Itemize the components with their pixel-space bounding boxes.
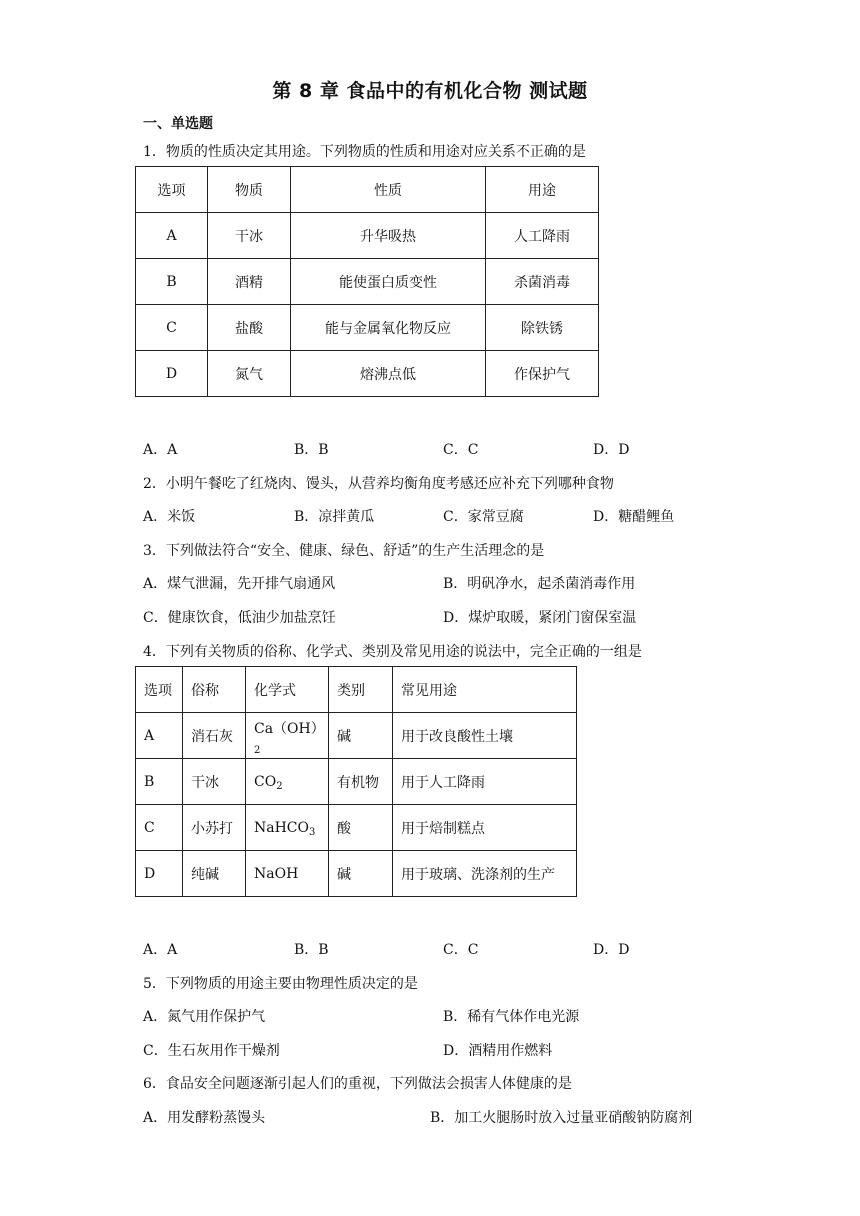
formula-subscript: 2	[276, 780, 283, 792]
table-cell: 能与金属氧化物反应	[291, 305, 486, 351]
formula-subscript: 3	[309, 826, 316, 838]
q5-option-b: B．稀有气体作电光源	[443, 1009, 580, 1025]
q2-option-c: C．家常豆腐	[443, 509, 524, 525]
q4-option-d: D．D	[593, 942, 630, 958]
header-cell: 选项	[136, 167, 208, 213]
formula-cell	[246, 759, 329, 805]
table-row	[136, 351, 599, 397]
table-cell: 氮气	[208, 351, 291, 397]
q1-option-c: C．C	[443, 442, 479, 458]
table-cell: B	[136, 259, 208, 305]
q1-table	[135, 166, 599, 397]
q3-option-a: A．煤气泄漏，先开排气扇通风	[143, 576, 336, 592]
header-cell: 物质	[208, 167, 291, 213]
q6-option-b: B．加工火腿肠时放入过量亚硝酸钠防腐剂	[430, 1110, 693, 1126]
table-row	[136, 305, 599, 351]
table-cell: D	[136, 351, 208, 397]
q1-option-d: D．D	[593, 442, 630, 458]
header-cell: 俗称	[183, 667, 246, 713]
formula-subscript: 2	[254, 744, 261, 756]
q5-option-d: D．酒精用作燃料	[443, 1043, 553, 1059]
q5-stem: 5．下列物质的用途主要由物理性质决定的是	[143, 976, 418, 992]
formula-main: CO	[254, 773, 277, 790]
q4-stem: 4．下列有关物质的俗称、化学式、类别及常见用途的说法中，完全正确的一组是	[143, 644, 642, 660]
table-cell: 用于改良酸性土壤	[393, 713, 577, 759]
table-cell: 能使蛋白质变性	[291, 259, 486, 305]
header-cell: 类别	[329, 667, 393, 713]
formula-main: NaHCO	[254, 819, 309, 836]
table-cell: 酒精	[208, 259, 291, 305]
table-cell: 用于人工降雨	[393, 759, 577, 805]
table-cell: 人工降雨	[486, 213, 599, 259]
header-cell: 用途	[486, 167, 599, 213]
table-cell: D	[136, 851, 183, 897]
q3-stem: 3．下列做法符合“安全、健康、绿色、舒适”的生产生活理念的是	[143, 543, 545, 559]
q6-stem: 6．食品安全问题逐渐引起人们的重视，下列做法会损害人体健康的是	[143, 1076, 572, 1092]
table-row	[136, 213, 599, 259]
q1-stem: 1．物质的性质决定其用途。下列物质的性质和用途对应关系不正确的是	[143, 144, 586, 160]
q4-table	[135, 666, 577, 897]
q4-option-b: B．B	[294, 942, 329, 958]
page-title: 第 8 章 食品中的有机化合物 测试题	[272, 80, 588, 102]
table-cell: 有机物	[329, 759, 393, 805]
q6-option-a: A．用发酵粉蒸馒头	[143, 1110, 266, 1126]
table-cell: 纯碱	[183, 851, 246, 897]
table-cell: 除铁锈	[486, 305, 599, 351]
table-cell: A	[136, 713, 183, 759]
table-cell: 杀菌消毒	[486, 259, 599, 305]
table-cell: 酸	[329, 805, 393, 851]
table-cell: C	[136, 305, 208, 351]
table-header-row	[136, 667, 577, 713]
q4-option-a: A．A	[143, 942, 178, 958]
section-heading: 一、单选题	[143, 116, 213, 132]
table-cell: 干冰	[208, 213, 291, 259]
table-row	[136, 259, 599, 305]
q1-option-a: A．A	[143, 442, 178, 458]
formula-cell	[246, 805, 329, 851]
table-row	[136, 713, 577, 759]
table-cell: C	[136, 805, 183, 851]
table-row	[136, 805, 577, 851]
table-cell: 盐酸	[208, 305, 291, 351]
formula-cell	[246, 713, 329, 759]
formula-cell	[246, 851, 329, 897]
table-cell: 升华吸热	[291, 213, 486, 259]
q3-option-c: C．健康饮食，低油少加盐烹饪	[143, 610, 336, 626]
q2-stem: 2．小明午餐吃了红烧肉、馒头，从营养均衡角度考感还应补充下列哪种食物	[143, 476, 614, 492]
header-cell: 性质	[291, 167, 486, 213]
header-cell: 常见用途	[393, 667, 577, 713]
q4-option-c: C．C	[443, 942, 479, 958]
q2-option-d: D．糖醋鲤鱼	[593, 509, 675, 525]
table-cell: 碱	[329, 713, 393, 759]
table-cell: 小苏打	[183, 805, 246, 851]
header-cell: 选项	[136, 667, 183, 713]
table-row	[136, 759, 577, 805]
table-cell: 用于玻璃、洗涤剂的生产	[393, 851, 577, 897]
q3-option-b: B．明矾净水，起杀菌消毒作用	[443, 576, 636, 592]
table-cell: 用于焙制糕点	[393, 805, 577, 851]
table-cell: 熔沸点低	[291, 351, 486, 397]
q3-option-d: D．煤炉取暖，紧闭门窗保室温	[443, 610, 637, 626]
table-header-row	[136, 167, 599, 213]
table-cell: A	[136, 213, 208, 259]
table-cell: 干冰	[183, 759, 246, 805]
q2-option-a: A．米饭	[143, 509, 196, 525]
table-cell: 消石灰	[183, 713, 246, 759]
table-row	[136, 851, 577, 897]
table-cell: 碱	[329, 851, 393, 897]
table-cell: 作保护气	[486, 351, 599, 397]
q2-option-b: B．凉拌黄瓜	[294, 509, 375, 525]
formula-main: Ca（OH）	[254, 720, 325, 737]
header-cell: 化学式	[246, 667, 329, 713]
q5-option-a: A．氮气用作保护气	[143, 1009, 266, 1025]
q5-option-c: C．生石灰用作干燥剂	[143, 1043, 280, 1059]
q1-option-b: B．B	[294, 442, 329, 458]
table-cell: B	[136, 759, 183, 805]
formula-main: NaOH	[254, 865, 299, 882]
